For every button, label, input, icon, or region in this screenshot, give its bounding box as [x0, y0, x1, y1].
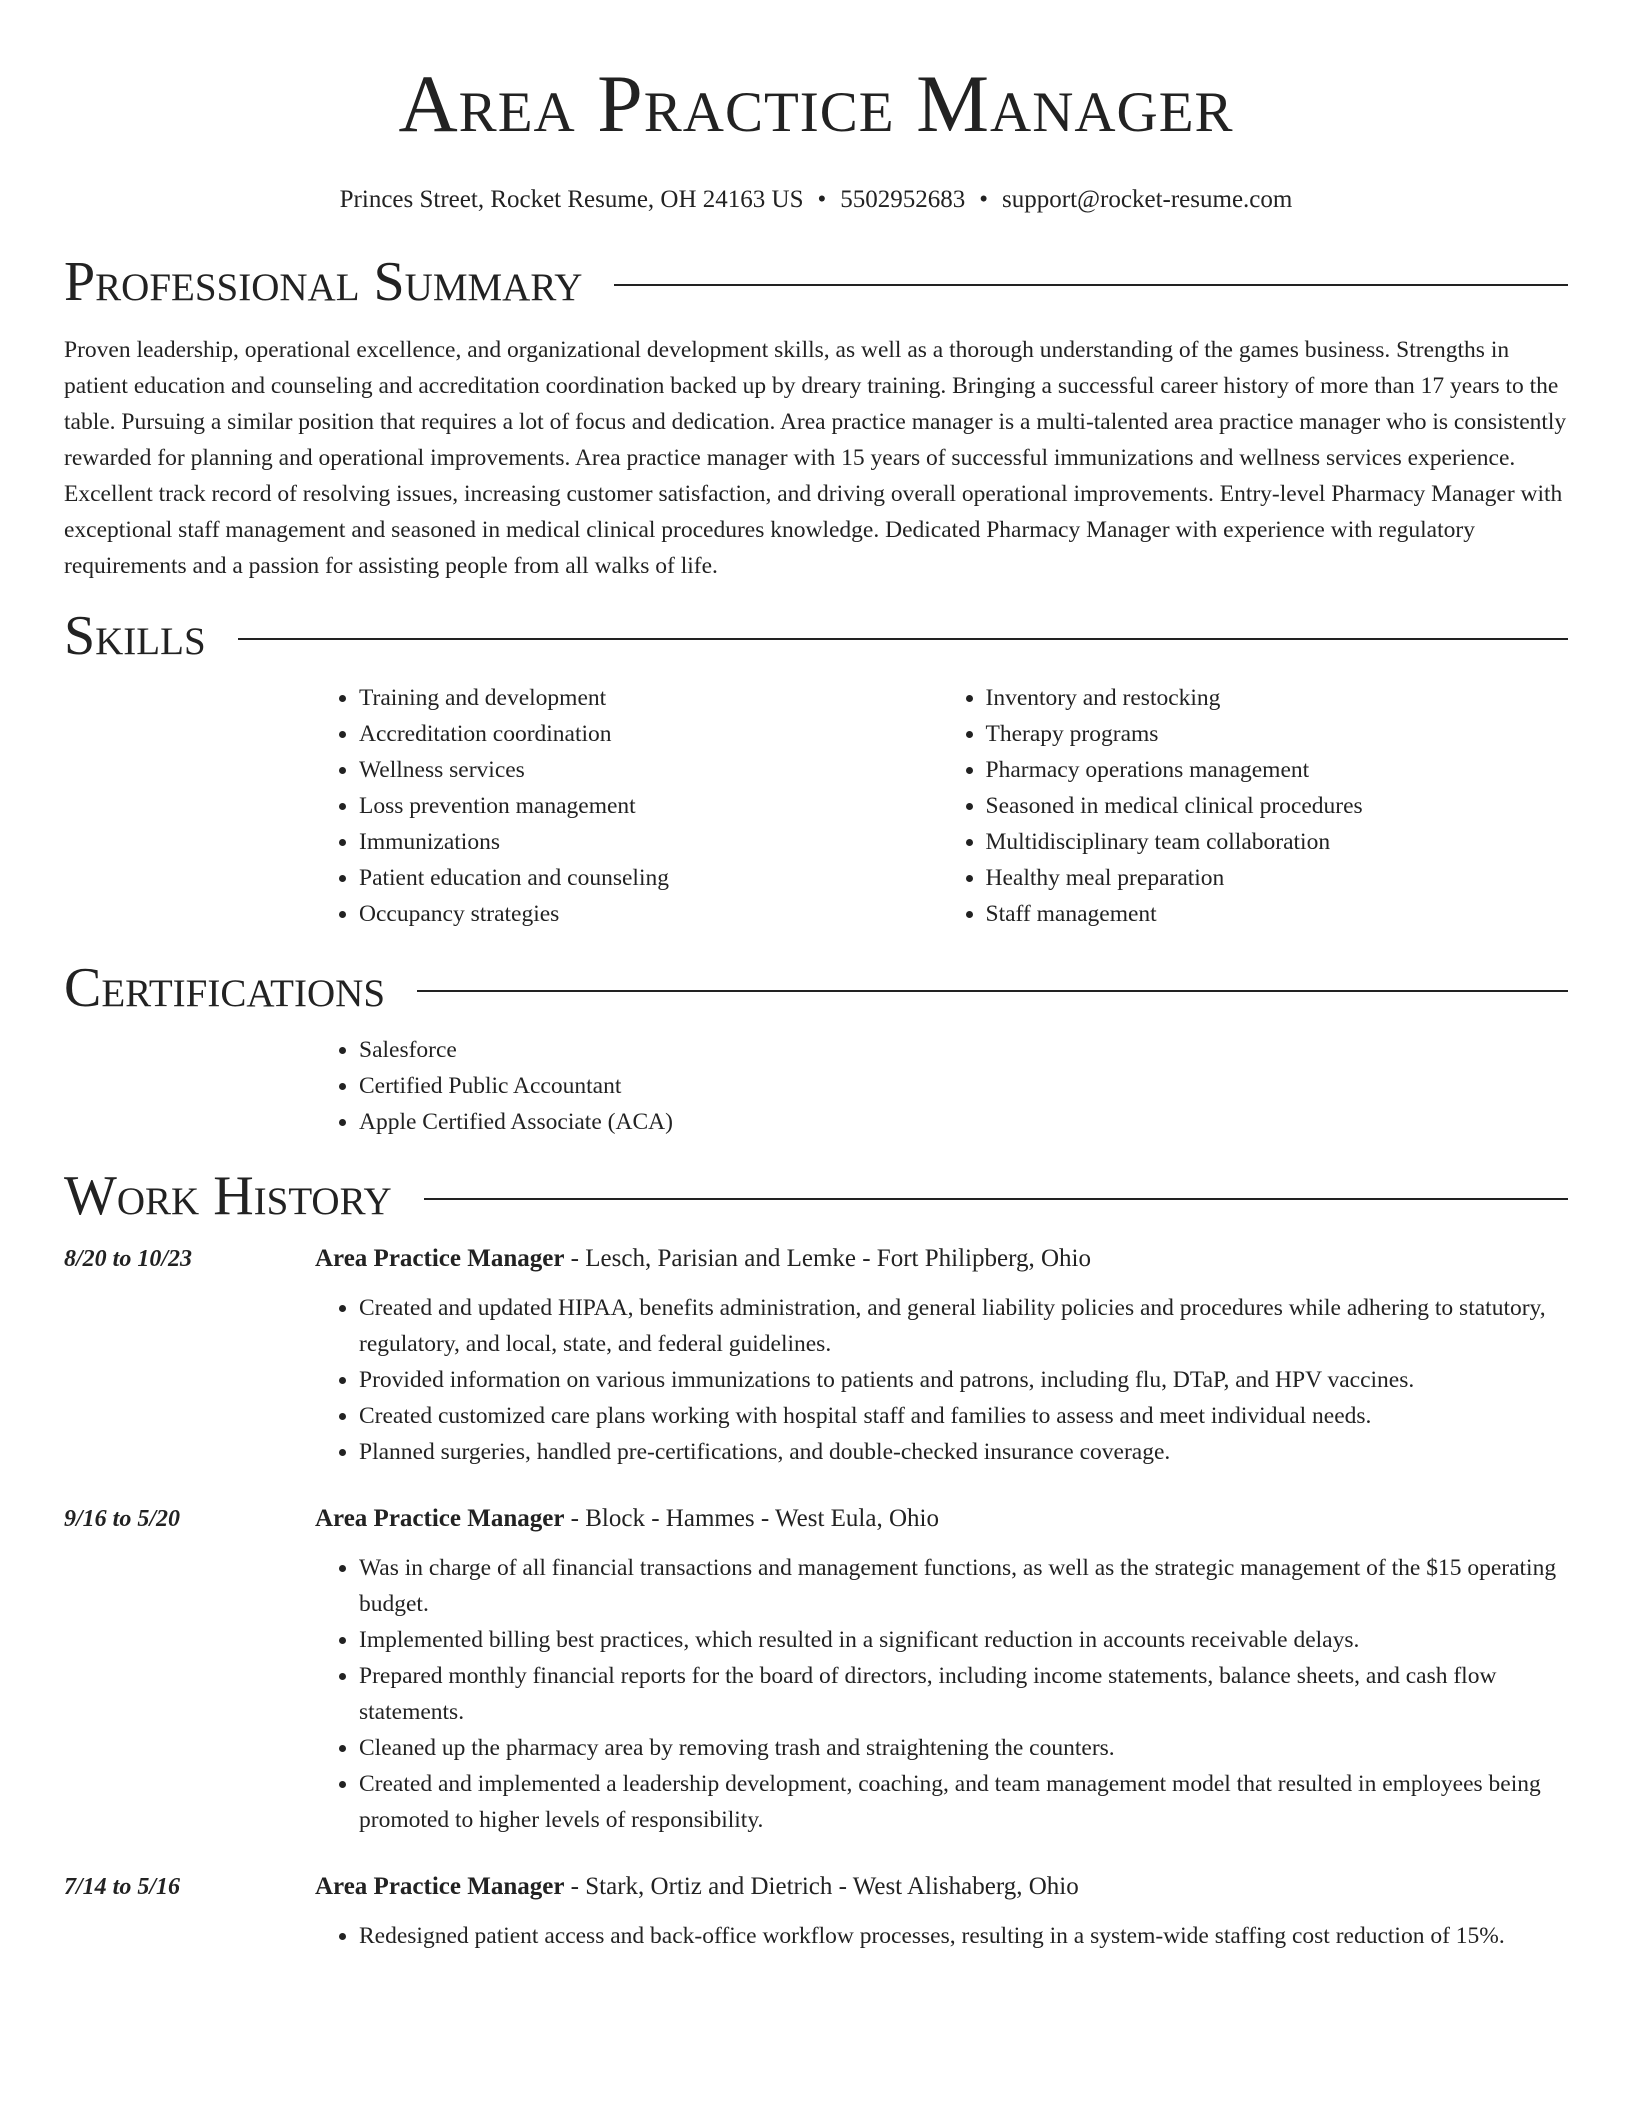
job-title: Area Practice Manager	[315, 1505, 565, 1532]
skill-item: • Occupancy strategies	[359, 896, 942, 932]
job-dates: 8/20 to 10/23	[64, 1246, 193, 1272]
skill-item: • Healthy meal preparation	[986, 860, 1569, 896]
resume-page	[64, 0, 1568, 1954]
contact-line	[64, 184, 1568, 216]
skill-item: • Loss prevention management	[359, 788, 942, 824]
job-body	[315, 1242, 1568, 1470]
certification-item: • Apple Certified Associate (ACA)	[359, 1104, 1568, 1140]
contact-phone: 5502952683	[840, 186, 966, 213]
section-professional-summary	[64, 252, 1568, 312]
job-entry	[64, 1242, 1568, 1470]
skill-item: • Wellness services	[359, 752, 942, 788]
job-bullet: • Prepared monthly financial reports for the board of directors, including income statements, balance sheets, and cash flow statements.	[359, 1658, 1568, 1730]
job-role-line	[315, 1242, 1568, 1276]
section-skills	[64, 606, 1568, 666]
certifications-list	[315, 1032, 1568, 1140]
job-dates: 9/16 to 5/20	[64, 1506, 181, 1532]
summary-text: Proven leadership, operational excellence, and organizational development skills, as well as a thorough understanding of the games business. Strengths in patient education and counseling and accreditation coordination backed up by dreary training. Bringing a successful career history of more than 17 years to the table. Pursuing a similar position that requires a lot of focus and dedication. Area practice manager is a multi-talented area practice manager who is consistently rewarded for planning and operational improvements. Area practice manager with 15 years of successful immunizations and wellness services experience. Excellent track record of resolving issues, increasing customer satisfaction, and driving overall operational improvements. Entry-level Pharmacy Manager with exceptional staff management and seasoned in medical clinical procedures knowledge. Dedicated Pharmacy Manager with experience with regulatory requirements and a passion for assisting people from all walks of life.	[64, 337, 1567, 579]
job-bullets	[315, 1918, 1568, 1954]
section-title: Certifications	[64, 957, 386, 1019]
job-bullet: • Created and implemented a leadership development, coaching, and team management model that resulted in employees being promoted to higher levels of responsibility.	[359, 1766, 1568, 1838]
section-title: Skills	[64, 605, 206, 667]
skills-column-right	[942, 680, 1569, 932]
contact-separator: •	[979, 186, 989, 213]
job-title: Area Practice Manager	[315, 1245, 565, 1272]
section-divider	[417, 990, 1568, 992]
skill-item: • Multidisciplinary team collaboration	[986, 824, 1569, 860]
job-role-line	[315, 1870, 1568, 1904]
job-bullet: • Implemented billing best practices, which resulted in a significant reduction in accounts receivable delays.	[359, 1622, 1568, 1658]
job-bullet: • Created customized care plans working with hospital staff and families to assess and meet individual needs.	[359, 1398, 1568, 1434]
job-bullets	[315, 1290, 1568, 1470]
skill-item: • Staff management	[986, 896, 1569, 932]
job-dates: 7/14 to 5/16	[64, 1874, 181, 1900]
job-entry	[64, 1502, 1568, 1838]
job-bullet: • Cleaned up the pharmacy area by removing trash and straightening the counters.	[359, 1730, 1568, 1766]
skill-item: • Patient education and counseling	[359, 860, 942, 896]
job-details: - Stark, Ortiz and Dietrich - West Alishaberg, Ohio	[564, 1873, 1079, 1900]
job-details: - Lesch, Parisian and Lemke - Fort Philipberg, Ohio	[564, 1245, 1091, 1272]
section-title: Professional Summary	[64, 251, 583, 313]
skill-item: • Seasoned in medical clinical procedures	[986, 788, 1569, 824]
certification-item: • Certified Public Accountant	[359, 1068, 1568, 1104]
job-bullet: • Provided information on various immunizations to patients and patrons, including flu, DTaP, and HPV vaccines.	[359, 1362, 1568, 1398]
job-body	[315, 1502, 1568, 1838]
job-details: - Block - Hammes - West Eula, Ohio	[564, 1505, 939, 1532]
skill-item: • Pharmacy operations management	[986, 752, 1569, 788]
job-title: Area Practice Manager	[315, 1873, 565, 1900]
job-bullet: • Was in charge of all financial transactions and management functions, as well as the strategic management of the $15 operating budget.	[359, 1550, 1568, 1622]
job-bullets	[315, 1550, 1568, 1838]
section-divider	[614, 284, 1568, 286]
skills-column-left	[315, 680, 942, 932]
section-title: Work History	[64, 1165, 392, 1227]
skill-item: • Immunizations	[359, 824, 942, 860]
job-entry	[64, 1870, 1568, 1954]
job-bullet: • Redesigned patient access and back-office workflow processes, resulting in a system-wide staffing cost reduction of 15%.	[359, 1918, 1568, 1954]
job-body	[315, 1870, 1568, 1954]
job-bullet: • Created and updated HIPAA, benefits administration, and general liability policies and procedures while adhering to statutory, regulatory, and local, state, and federal guidelines.	[359, 1290, 1568, 1362]
section-certifications	[64, 958, 1568, 1018]
contact-email: support@rocket-resume.com	[1002, 186, 1293, 213]
contact-address: Princes Street, Rocket Resume, OH 24163 US	[339, 186, 804, 213]
section-divider	[238, 638, 1568, 640]
resume-name: Area Practice Manager	[398, 58, 1234, 149]
job-bullet: • Planned surgeries, handled pre-certifications, and double-checked insurance coverage.	[359, 1434, 1568, 1470]
contact-separator: •	[817, 186, 827, 213]
skill-item: • Training and development	[359, 680, 942, 716]
section-divider	[424, 1198, 1568, 1200]
section-work-history	[64, 1166, 1568, 1226]
skill-item: • Accreditation coordination	[359, 716, 942, 752]
job-role-line	[315, 1502, 1568, 1536]
certification-item: • Salesforce	[359, 1032, 1568, 1068]
skill-item: • Inventory and restocking	[986, 680, 1569, 716]
skill-item: • Therapy programs	[986, 716, 1569, 752]
skills-list	[315, 680, 1568, 932]
